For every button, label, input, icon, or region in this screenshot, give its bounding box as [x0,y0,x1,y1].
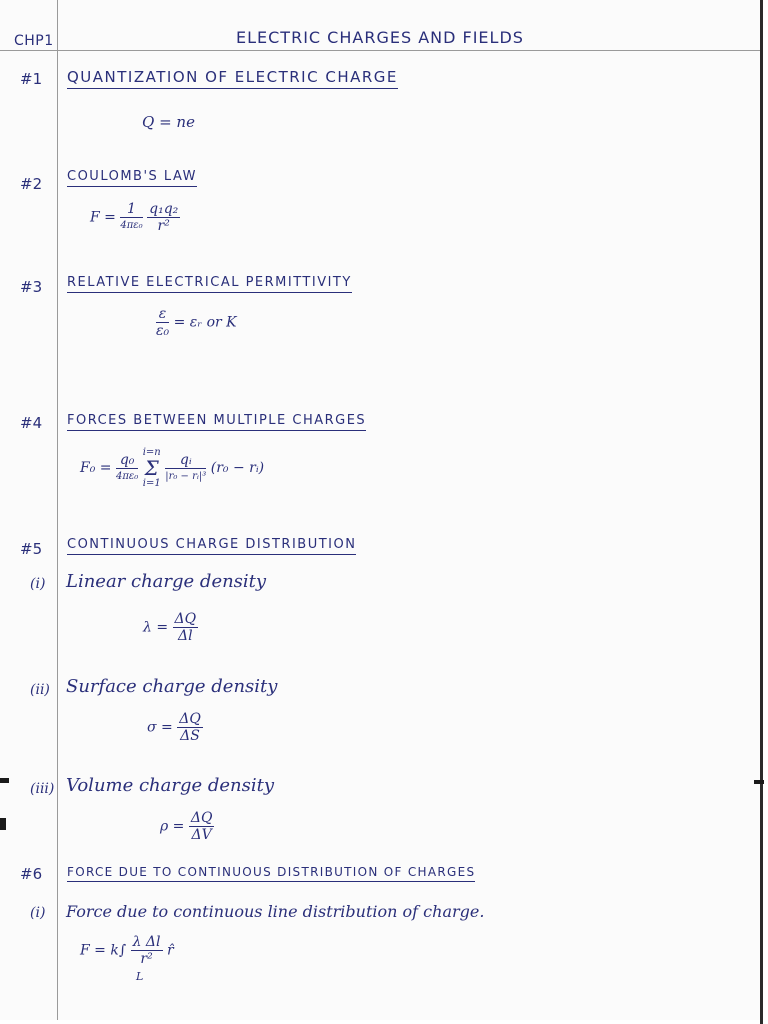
section-number: #4 [20,414,43,432]
summation: i=n Σ i=1 [142,447,161,489]
sub-heading: Force due to continuous line distribution of charge. [66,902,485,921]
formula-tail: r̂ [166,942,174,959]
coulomb-formula [90,201,180,234]
fraction: $\frac{\Delta Q}{\Delta V}$ [190,810,213,843]
margin-line [57,0,58,1020]
sub-heading: Surface charge density [66,676,278,697]
quantization-formula: Q = ne [142,113,195,131]
section-heading: FORCES BETWEEN MULTIPLE CHARGES [67,413,366,431]
formula-rhs: = εᵣ or K [173,314,237,331]
scan-mark [0,818,6,830]
fraction: $\frac{\text{qᵢ}}{\text{|r₀ − rᵢ|³}}$ [165,451,207,482]
fraction: $\frac{\text{λ Δl}}{\text{r²}}$ [132,934,161,967]
section-number: #2 [20,175,43,193]
section-heading: COULOMB'S LAW [67,169,197,187]
fraction: $\frac{1}{\text{4πε₀}}$ [120,201,143,231]
fraction: $\frac{\Delta Q}{\Delta l}$ [174,611,197,644]
section-heading: RELATIVE ELECTRICAL PERMITTIVITY [67,275,352,293]
page-edge [760,0,763,1024]
formula-lhs: F = [90,209,116,226]
fraction: $\frac{\text{q₁q₂}}{\text{r²}}$ [149,201,179,234]
scan-mark [754,780,764,784]
section-number: #3 [20,278,43,296]
section-heading: CONTINUOUS CHARGE DISTRIBUTION [67,537,356,555]
section-heading: QUANTIZATION OF ELECTRIC CHARGE [67,68,398,89]
multiple-charges-formula [80,447,264,489]
page-title: ELECTRIC CHARGES AND FIELDS [236,28,524,47]
formula-tail: (r₀ − rᵢ) [210,460,265,476]
sub-label: (i) [30,905,46,921]
fraction: $\frac{\varepsilon}{\text{ε₀}}$ [156,306,170,339]
sub-label: (i) [30,576,46,592]
sub-label: (iii) [30,781,55,797]
sub-heading: Linear charge density [66,571,267,592]
chapter-label: CHP1 [14,33,54,49]
header-rule [0,50,762,51]
fraction: $\frac{\Delta Q}{\Delta S}$ [179,711,201,744]
scan-mark [0,778,9,783]
permittivity-formula [156,306,237,339]
volume-density-formula: ρ = $\frac{\Delta Q}{\Delta V}$ [160,810,213,843]
line-distribution-formula [80,934,174,967]
section-number: #1 [20,70,43,88]
formula-lhs: F₀ = [80,460,112,476]
integral-limit: L [136,970,144,983]
section-number: #5 [20,540,43,558]
sub-label: (ii) [30,682,50,698]
fraction: $\frac{\text{q₀}}{\text{4πε₀}}$ [115,451,139,482]
sub-heading: Volume charge density [66,775,275,796]
section-heading: FORCE DUE TO CONTINUOUS DISTRIBUTION OF CHARGES [67,865,475,882]
formula-lhs: F = k∫ [80,942,127,959]
surface-density-formula: σ = $\frac{\Delta Q}{\Delta S}$ [147,711,201,744]
linear-density-formula: λ = $\frac{\Delta Q}{\Delta l}$ [143,611,197,644]
section-number: #6 [20,865,43,883]
